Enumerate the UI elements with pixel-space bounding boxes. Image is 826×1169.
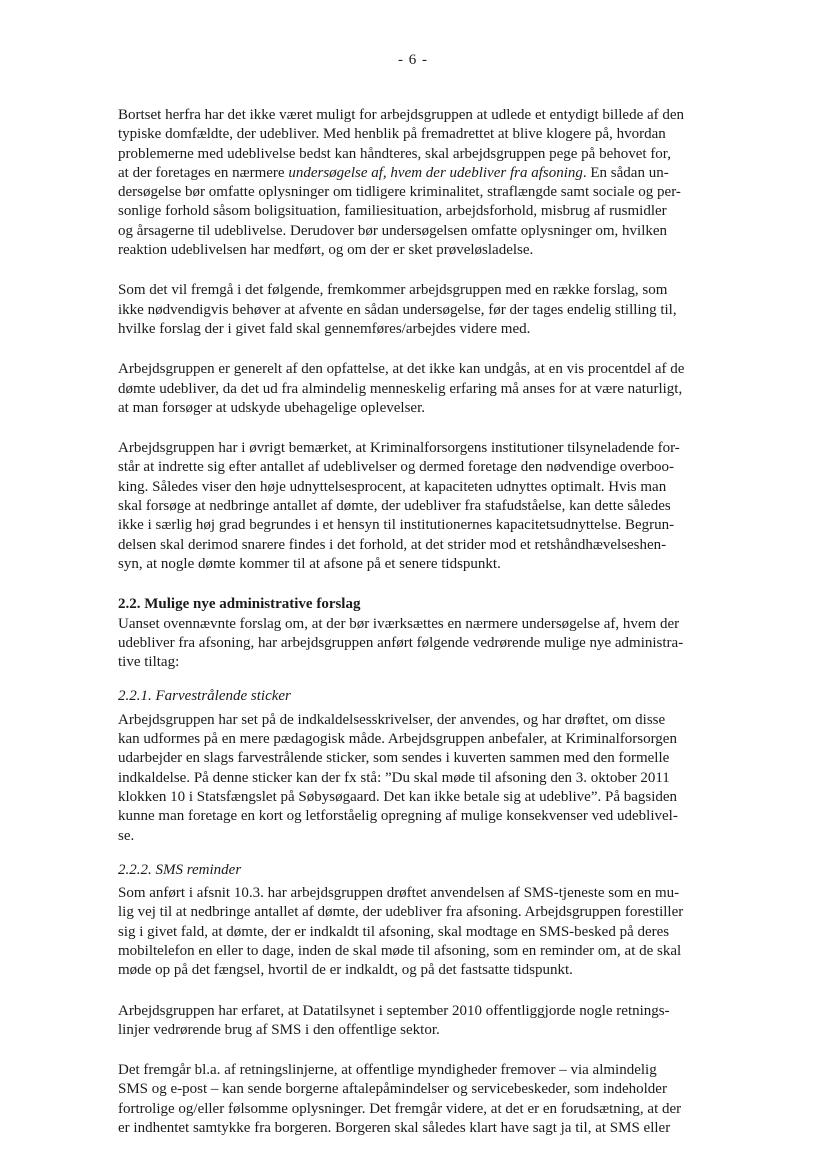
text-line: dømte udebliver, da det ud fra almindelig menneskelig erfaring må anses for at være naturligt,	[118, 380, 683, 397]
text-line: sig i givet fald, at dømte, der er indkaldt til afsoning, skal modtage en SMS-besked på deres	[118, 923, 670, 940]
subsection-heading-sms: 2.2.2. SMS reminder	[118, 861, 242, 878]
paragraph-7	[118, 884, 758, 980]
text-line: Arbejdsgruppen har set på de indkaldelsesskrivelser, der anvendes, og har drøftet, om disse	[118, 711, 666, 728]
paragraph-5	[118, 615, 758, 673]
text-line: mobiltelefon en eller to dage, inden de skal møde til afsoning, som en reminder om, at de skal	[118, 942, 682, 959]
paragraph-8	[118, 1002, 758, 1041]
text-line	[118, 164, 758, 183]
text-line: reaktion udeblivelsen har medført, og om der er sket prøveløsladelse.	[118, 242, 534, 259]
text-line: Som anført i afsnit 10.3. har arbejdsgruppen drøftet anvendelsen af SMS-tjeneste som en mu-	[118, 885, 680, 902]
paragraph-4	[118, 439, 758, 574]
text-line: Arbejdsgruppen er generelt af den opfattelse, at det ikke kan undgås, at en vis procentdel af de	[118, 361, 685, 378]
text-line: king. Således viser den høje udnyttelsesprocent, at kapaciteten udnyttes optimalt. Hvis man	[118, 478, 667, 495]
page-number: - 6 -	[398, 52, 428, 68]
text-line: Det fremgår bl.a. af retningslinjerne, at offentlige myndigheder fremover – via almindelig	[118, 1062, 657, 1079]
document-body	[118, 106, 758, 1138]
paragraph-2	[118, 281, 758, 339]
text-line: møde op på det fængsel, hvortil de er indkaldt, og på det fastsatte tidspunkt.	[118, 962, 573, 979]
paragraph-9	[118, 1061, 758, 1138]
subsection-heading-sticker: 2.2.1. Farvestrålende sticker	[118, 688, 291, 705]
text-line: skal forsøge at nedbringe antallet af dømte, der udebliver fra stafudståelse, kan dette således	[118, 498, 671, 515]
text-line: er indhentet samtykke fra borgeren. Borgeren skal således klart have sagt ja til, at SMS eller	[118, 1120, 671, 1137]
text-line: SMS og e-post – kan sende borgerne aftalepåmindelser og servicebeskeder, som indeholder	[118, 1081, 667, 1098]
emphasis: undersøgelse af, hvem der udebliver fra afsoning	[288, 164, 583, 181]
text-line: syn, at nogle dømte kommer til at afsone på et senere tidspunkt.	[118, 555, 501, 572]
text-line: linjer vedrørende brug af SMS i den offentlige sektor.	[118, 1021, 440, 1038]
text-line: udarbejder en slags farvestrålende sticker, som sendes i kuverten sammen med den formelle	[118, 750, 670, 767]
text-line: hvilke forslag der i givet fald skal gennemføres/arbejdes videre med.	[118, 320, 531, 337]
text-span: at der foretages en nærmere	[118, 164, 289, 181]
text-line: fortrolige og/eller følsomme oplysninger. Det fremgår videre, at det er en forudsætning, at der	[118, 1100, 682, 1117]
text-line: dersøgelse bør omfatte oplysninger om tidligere kriminalitet, straflængde samt sociale og per-	[118, 184, 681, 201]
text-line: udebliver fra afsoning, har arbejdsgruppen anført følgende vedrørende mulige nye administra-	[118, 634, 684, 651]
paragraph-6	[118, 711, 758, 846]
text-line: står at indrette sig efter antallet af udeblivelser og dermed foretage den nødvendige overboo-	[118, 459, 675, 476]
text-line: lig vej til at nedbringe antallet af dømte, der udebliver fra afsoning. Arbejdsgruppen forestiller	[118, 904, 684, 921]
text-line: ikke i særlig høj grad begrundes i et hensyn til institutionernes kapacitetsudnyttelse. Begrun-	[118, 517, 675, 534]
section-heading: 2.2. Mulige nye administrative forslag	[118, 596, 361, 613]
text-line: typiske domfældte, der udebliver. Med henblik på fremadrettet at blive klogere på, hvordan	[118, 126, 666, 143]
text-line: sonlige forhold såsom boligsituation, familiesituation, arbejdsforhold, misbrug af rusmidler	[118, 203, 667, 220]
text-line: tive tiltag:	[118, 654, 180, 671]
text-line: Arbejdsgruppen har erfaret, at Datatilsynet i september 2010 offentliggjorde nogle retnings-	[118, 1002, 670, 1019]
text-line: klokken 10 i Statsfængslet på Søbysøgaard. Det kan ikke betale sig at udeblive”. På bagsiden	[118, 788, 678, 805]
text-line: kunne man foretage en kort og letforståelig opregning af mulige konsekvenser ved udeblivel-	[118, 808, 678, 825]
text-line: Som det vil fremgå i det følgende, fremkommer arbejdsgruppen med en række forslag, som	[118, 282, 668, 299]
text-line: se.	[118, 827, 135, 844]
paragraph-1	[118, 106, 758, 260]
text-line: at man forsøger at udskyde ubehagelige oplevelser.	[118, 399, 425, 416]
text-line: problemerne med udeblivelse bedst kan håndteres, skal arbejdsgruppen pege på behovet for,	[118, 145, 671, 162]
text-line: og årsagerne til udeblivelse. Derudover bør undersøgelsen omfatte oplysninger om, hvilken	[118, 222, 668, 239]
text-line: delsen skal derimod snarere findes i det forhold, at det strider mod et retshåndhævelseshen-	[118, 536, 667, 553]
paragraph-3	[118, 360, 758, 418]
text-line: indkaldelse. På denne sticker kan der fx stå: ”Du skal møde til afsoning den 3. oktober 2011	[118, 769, 670, 786]
text-span: . En sådan un-	[582, 164, 669, 181]
text-line: Bortset herfra har det ikke været muligt for arbejdsgruppen at udlede et entydigt billede af den	[118, 107, 685, 123]
text-line: Uanset ovennævnte forslag om, at der bør iværksættes en nærmere undersøgelse af, hvem der	[118, 615, 680, 632]
text-line: ikke nødvendigvis behøver at afvente en sådan undersøgelse, før der tages endelig stilling til,	[118, 301, 677, 318]
text-line: kan udformes på en mere pædagogisk måde. Arbejdsgruppen anbefaler, at Kriminalforsorgen	[118, 731, 677, 748]
text-line: Arbejdsgruppen har i øvrigt bemærket, at Kriminalforsorgens institutioner tilsyneladende for-	[118, 440, 680, 457]
